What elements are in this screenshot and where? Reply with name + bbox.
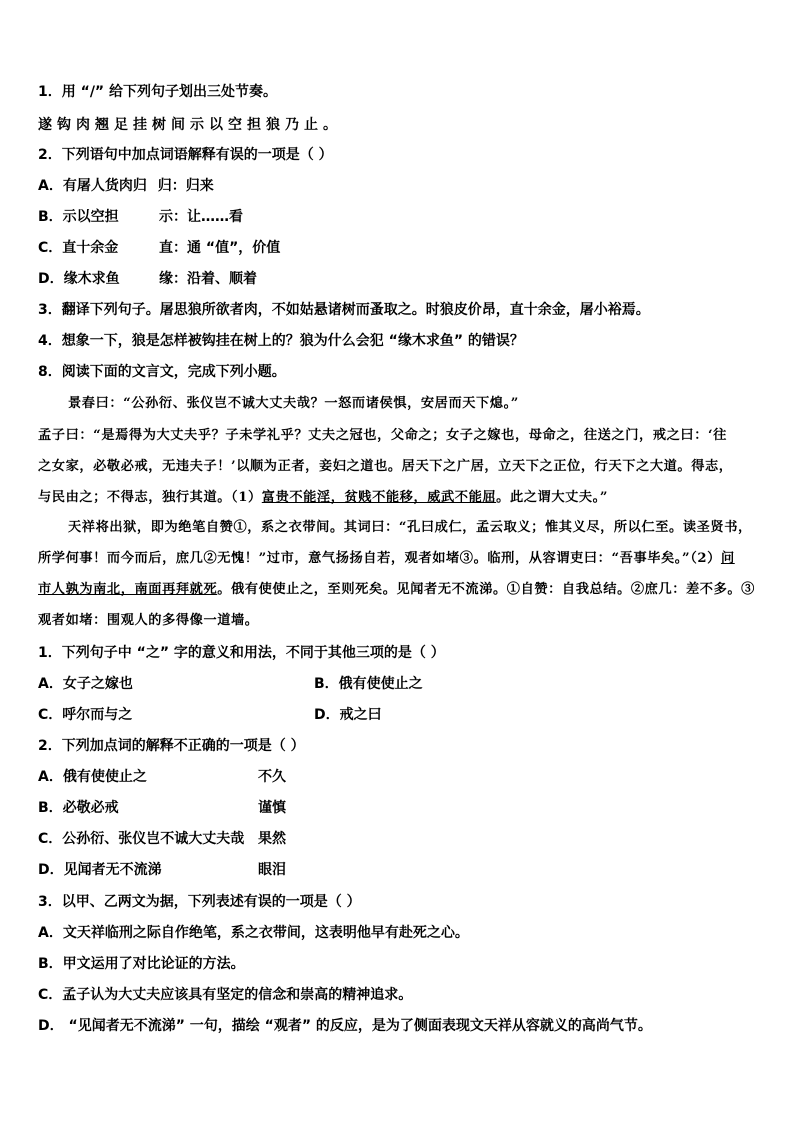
question-2-option-d <box>38 269 758 289</box>
subquestion-1: 1．下列句子中 “之” 字的意义和用法，不同于其他三项的是（ ） <box>38 645 445 661</box>
option-gloss: 眼泪 <box>258 862 286 878</box>
subquestion-3-option-b: B．甲文运用了对比论证的方法。 <box>38 956 245 972</box>
passage-underlined-sentence: 问 <box>720 551 735 566</box>
passage-paragraph-3-line-2 <box>38 549 758 569</box>
question-2: 2．下列语句中加点词语解释有误的一项是（ ） <box>38 147 333 163</box>
subquestion-2-option-b <box>38 798 758 818</box>
passage-notes: 观者如堵：围观人的多得像一道墙。 <box>38 613 259 628</box>
question-1: 1．用 “/” 给下列句子划出三处节奏。 <box>38 84 278 100</box>
question-8: 8．阅读下面的文言文，完成下列小题。 <box>38 364 286 380</box>
option-d: D．戒之曰 <box>314 707 382 723</box>
option-label: C．公孙衍、张仪岂不诚大丈夫哉 <box>38 831 245 847</box>
question-2-option-b <box>38 207 758 227</box>
option-gloss: 缘：沿着、顺着 <box>159 271 257 287</box>
question-4: 4．想象一下，狼是怎样被钩挂在树上的？狼为什么会犯 “缘木求鱼” 的错误？ <box>38 333 524 349</box>
option-label: C．直十余金 <box>38 240 119 256</box>
passage-underlined-sentence: 富贵不能淫，贫贱不能移，威武不能屈 <box>261 490 497 505</box>
option-gloss: 直：通 “值”，价值 <box>159 240 281 256</box>
option-label: D．缘木求鱼 <box>38 271 120 287</box>
question-3: 3．翻译下列句子。屠思狼所欲者肉，不如姑悬诸树而蚤取之。时狼皮价昂，直十余金，屠小裕焉。 <box>38 302 650 318</box>
passage-paragraph-2-line-1: 孟子曰：“是焉得为大丈夫乎？子未学礼乎？丈夫之冠也，父命之；女子之嫁也，母命之，往送之门，戒之曰：‘往 <box>38 428 727 443</box>
subquestion-3: 3．以甲、乙两文为据，下列表述有误的一项是（ ） <box>38 894 361 910</box>
passage-text: 。此之谓大丈夫。” <box>496 490 609 505</box>
passage-paragraph-3-line-3 <box>38 580 758 600</box>
question-2-option-a <box>38 176 758 196</box>
subquestion-1-options-cd <box>38 705 758 725</box>
option-gloss: 果然 <box>258 831 286 847</box>
option-label: B．必敬必戒 <box>38 800 119 816</box>
passage-paragraph-1: 景春曰：“公孙衍、张仪岂不诚大丈夫哉？一怒而诸侯惧，安居而天下熄。” <box>68 396 519 411</box>
option-label: A．俄有使使止之 <box>38 769 147 785</box>
subquestion-3-option-c: C．孟子认为大丈夫应该具有坚定的信念和崇高的精神追求。 <box>38 987 413 1003</box>
passage-paragraph-3-line-1: 天祥将出狱，即为绝笔自赞①，系之衣带间。其词曰：“孔曰成仁，孟云取义；惟其义尽，所以仁至。读圣贤书， <box>68 520 752 535</box>
subquestion-2-option-a <box>38 767 758 787</box>
subquestion-2: 2．下列加点词的解释不正确的一项是（ ） <box>38 738 305 754</box>
option-a: A．女子之嫁也 <box>38 676 133 692</box>
option-gloss: 谨慎 <box>258 800 286 816</box>
option-gloss: 示：让……看 <box>159 209 243 225</box>
subquestion-1-options-ab <box>38 674 758 694</box>
option-b: B．俄有使使止之 <box>314 676 423 692</box>
question-2-option-c <box>38 238 758 258</box>
subquestion-2-option-c <box>38 829 758 849</box>
passage-paragraph-2-line-3 <box>38 488 758 508</box>
option-c: C．呼尔而与之 <box>38 707 133 723</box>
subquestion-3-option-d: D． “见闻者无不流涕” 一句，描绘 “观者” 的反应，是为了侧面表现文天祥从容就义的高尚气节。 <box>38 1018 652 1034</box>
passage-text: 。俄有使使止之，至则死矣。见闻者无不流涕。①自赞：自我总结。②庶几：差不多。③ <box>217 582 755 597</box>
question-1-sentence: 遂钩肉翘足挂树间示以空担狼乃止。 <box>38 117 342 133</box>
subquestion-2-option-d <box>38 860 758 880</box>
option-label: B．示以空担 <box>38 209 119 225</box>
option-gloss: 不久 <box>258 769 286 785</box>
passage-paragraph-2-line-2: 之女家，必敬必戒，无违夫子！’以顺为正者，妾妇之道也。居天下之广居，立天下之正位，行天下之大道。得志， <box>38 459 733 474</box>
passage-text: 所学何事！而今而后，庶几②无愧！”过市，意气扬扬自若，观者如堵③。临刑，从容谓吏曰：“吾事毕矣。”（2） <box>38 551 721 566</box>
passage-text: 与民由之；不得志，独行其道。（1） <box>38 490 262 505</box>
passage-underlined-sentence: 市人孰为南北，南面再拜就死 <box>38 582 218 597</box>
subquestion-3-option-a: A．文天祥临刑之际自作绝笔，系之衣带间，这表明他早有赴死之心。 <box>38 925 469 941</box>
option-gloss: 归：归来 <box>157 178 214 194</box>
option-label: D．见闻者无不流涕 <box>38 862 162 878</box>
option-label: A．有屠人货肉归 <box>38 178 147 194</box>
